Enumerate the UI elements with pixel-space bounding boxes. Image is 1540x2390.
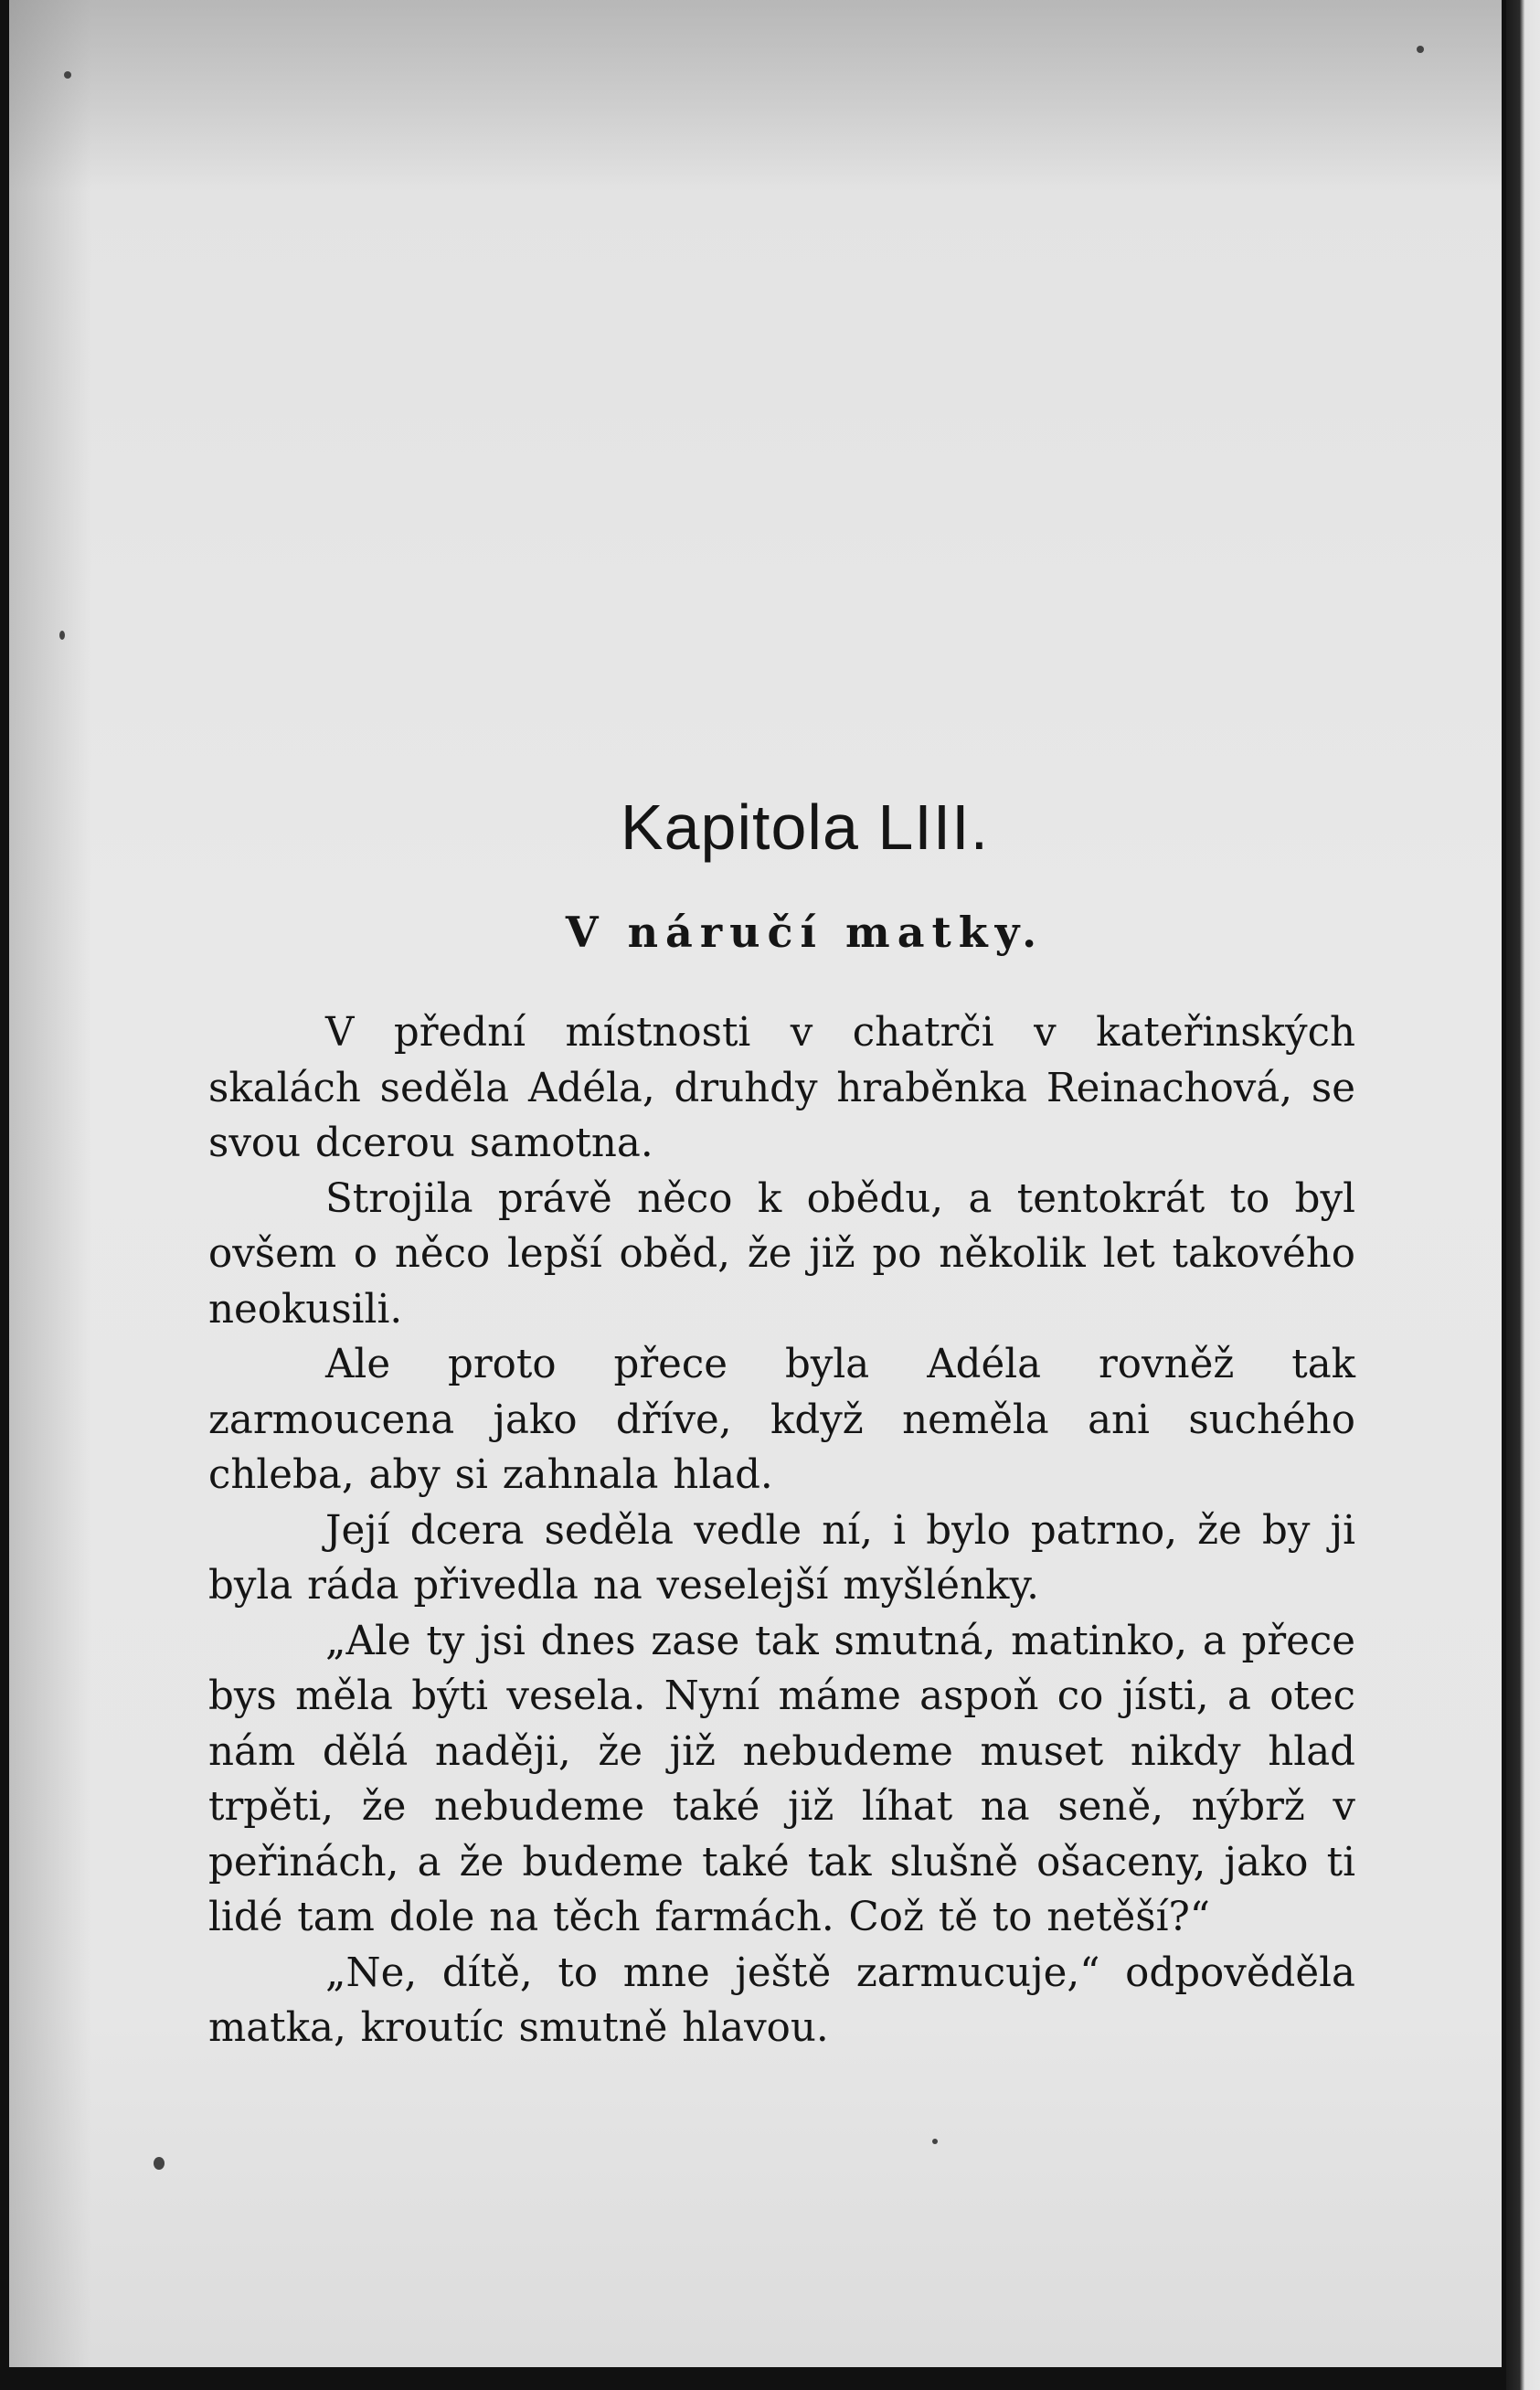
paragraph: Strojila právě něco k obědu, a tentokrát to byl ovšem o něco lepší oběd, že již po několik let takového neokusili.: [208, 1175, 1355, 1333]
dust-speck: [64, 71, 71, 79]
dust-speck: [1417, 46, 1424, 53]
paragraph: V přední místnosti v chatrči v kateřinských skalách seděla Adéla, druhdy hraběnka Reinachová, se svou dcerou samotna.: [208, 1010, 1355, 1166]
dust-speck: [932, 2139, 938, 2144]
paragraph: „Ne, dítě, to mne ještě zarmucuje,“ odpověděla matka, kroutíc smutně hlavou.: [208, 1949, 1355, 2051]
page-top-shadow: [9, 0, 1502, 192]
page-edge-shadow: [9, 0, 91, 2367]
paragraph: Ale proto přece byla Adéla rovněž tak zarmoucena jako dříve, když neměla ani suchého chleba, aby si zahnala hlad.: [208, 1342, 1355, 1498]
facing-page-edge: [1506, 0, 1540, 2390]
chapter-subtitle: V náručí matky.: [565, 908, 1045, 957]
paragraph: „Ale ty jsi dnes zase tak smutná, matinko, a přece bys měla býti vesela. Nyní máme aspoň co jísti, a otec nám dělá naději, že již nebudeme muset nikdy hlad trpěti, že nebudeme také již líhat na seně, nýbrž v peřinách, a že budeme také tak slušně ošaceny, jako ti lidé tam dole na těch farmách. Což tě to netěší?“: [208, 1618, 1355, 1940]
page-text: [208, 786, 1355, 2056]
dust-speck: [59, 631, 65, 640]
paragraph: Její dcera seděla vedle ní, i bylo patrno, že by ji byla ráda přivedla na veselejší myšlénky.: [208, 1507, 1355, 1609]
chapter-heading: Kapitola LIII.: [620, 791, 990, 863]
dust-speck: [154, 2157, 165, 2170]
paper-page: [9, 0, 1502, 2367]
